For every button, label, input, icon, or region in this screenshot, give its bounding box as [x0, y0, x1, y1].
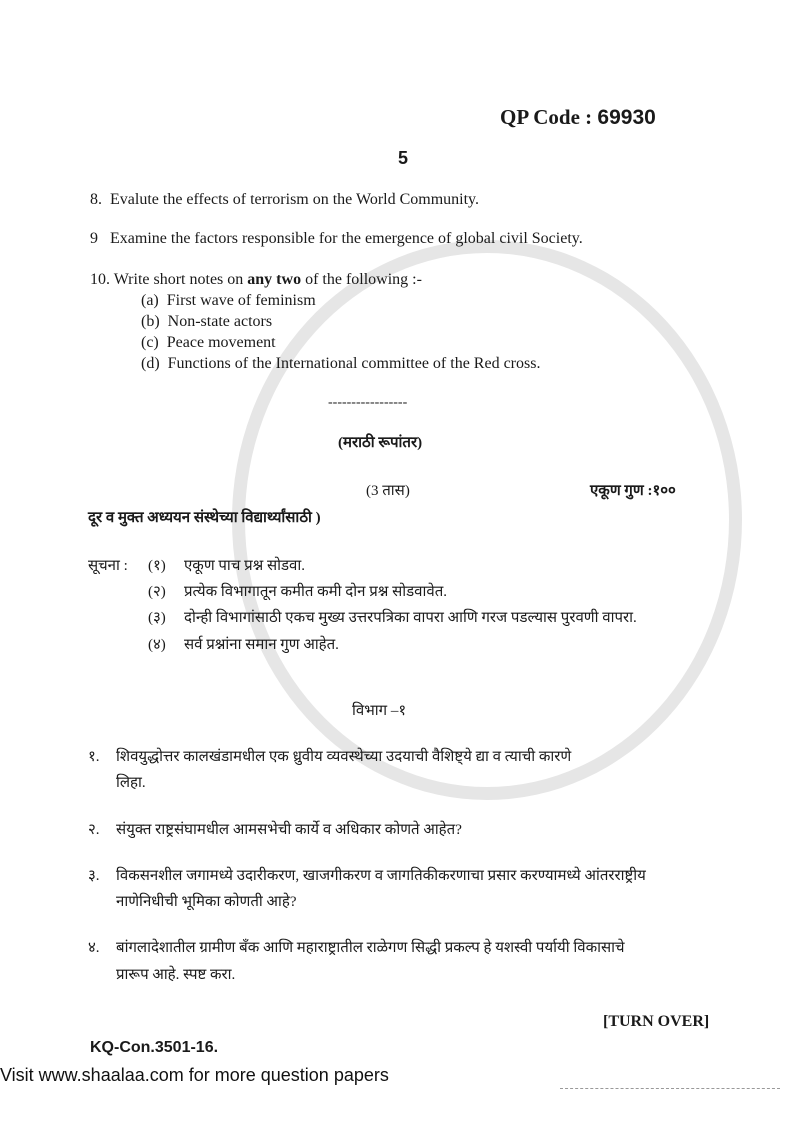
page-number: 5 [398, 148, 409, 168]
page-content [0, 104, 800, 1089]
option-a: (a) First wave of feminism [141, 292, 316, 309]
instruction-4: (४) सर्व प्रश्नांना समान गुण आहेत. [148, 636, 339, 653]
instruction-2: (२) प्रत्येक विभागातून कमीत कमी दोन प्रश्न सोडवावेत. [148, 584, 447, 600]
section-heading: विभाग –१ [352, 702, 407, 719]
marathi-question-3: ३. विकसनशील जगामध्ये उदारीकरण, खाजगीकरण व जागतिकीकरणाचा प्रसार करण्यामध्ये आंतरराष्ट्रीय नाणेनिधीची भूमिका कोणती आहे? [88, 867, 646, 910]
marathi-subtitle: दूर व मुक्त अध्ययन संस्थेच्या विद्यार्थ्यांसाठी ) [88, 509, 321, 526]
instructions [0, 553, 800, 658]
turn-over: [TURN OVER] [603, 1012, 710, 1030]
visit-link[interactable]: Visit www.shaalaa.com for more question papers [0, 1064, 389, 1085]
duration-marks-row [0, 478, 800, 504]
option-b: (b) Non-state actors [141, 313, 273, 330]
marathi-question-4: ४. बांगलादेशातील ग्रामीण बँक आणि महाराष्ट्रातील राळेगण सिद्धी प्रकल्प हे यशस्वी पर्यायी विकासाचे प्रारूप आहे. स्पष्ट करा. [88, 940, 625, 983]
instructions-label: सूचना : [88, 557, 128, 574]
question-8: 8. Evalute the effects of terrorism on the World Community. [90, 191, 479, 208]
duration: (3 तास) [366, 483, 410, 500]
paper-code: KQ-Con.3501-16. [90, 1038, 219, 1056]
divider [560, 1088, 780, 1089]
option-d: (d) Functions of the International committee of the Red cross. [141, 355, 541, 372]
qp-code: QP Code : 69930 [500, 105, 656, 129]
instruction-3: (३) दोन्ही विभागांसाठी एकच मुख्य उत्तरपत्रिका वापरा आणि गरज पडल्यास पुरवणी वापरा. [148, 610, 637, 627]
question-9: 9 Examine the factors responsible for the emergence of global civil Society. [90, 230, 583, 247]
option-c: (c) Peace movement [141, 334, 276, 351]
marathi-question-2: २. संयुक्त राष्ट्रसंघामधील आमसभेची कार्ये व अधिकार कोणते आहेत? [88, 821, 462, 838]
marathi-title: (मराठी रूपांतर) [338, 435, 423, 451]
total-marks: एकूण गुण :१०० [590, 483, 676, 500]
instruction-1: (१) एकूण पाच प्रश्न सोडवा. [148, 557, 306, 574]
question-10: 10. Write short notes on any two of the following :- [90, 271, 422, 288]
marathi-question-1: १. शिवयुद्धोत्तर कालखंडामधील एक ध्रुवीय व्यवस्थेच्या उदयाची वैशिष्ट्ये द्या व त्याची कारणे लिहा. [88, 749, 572, 792]
separator: ----------------- [328, 395, 408, 410]
